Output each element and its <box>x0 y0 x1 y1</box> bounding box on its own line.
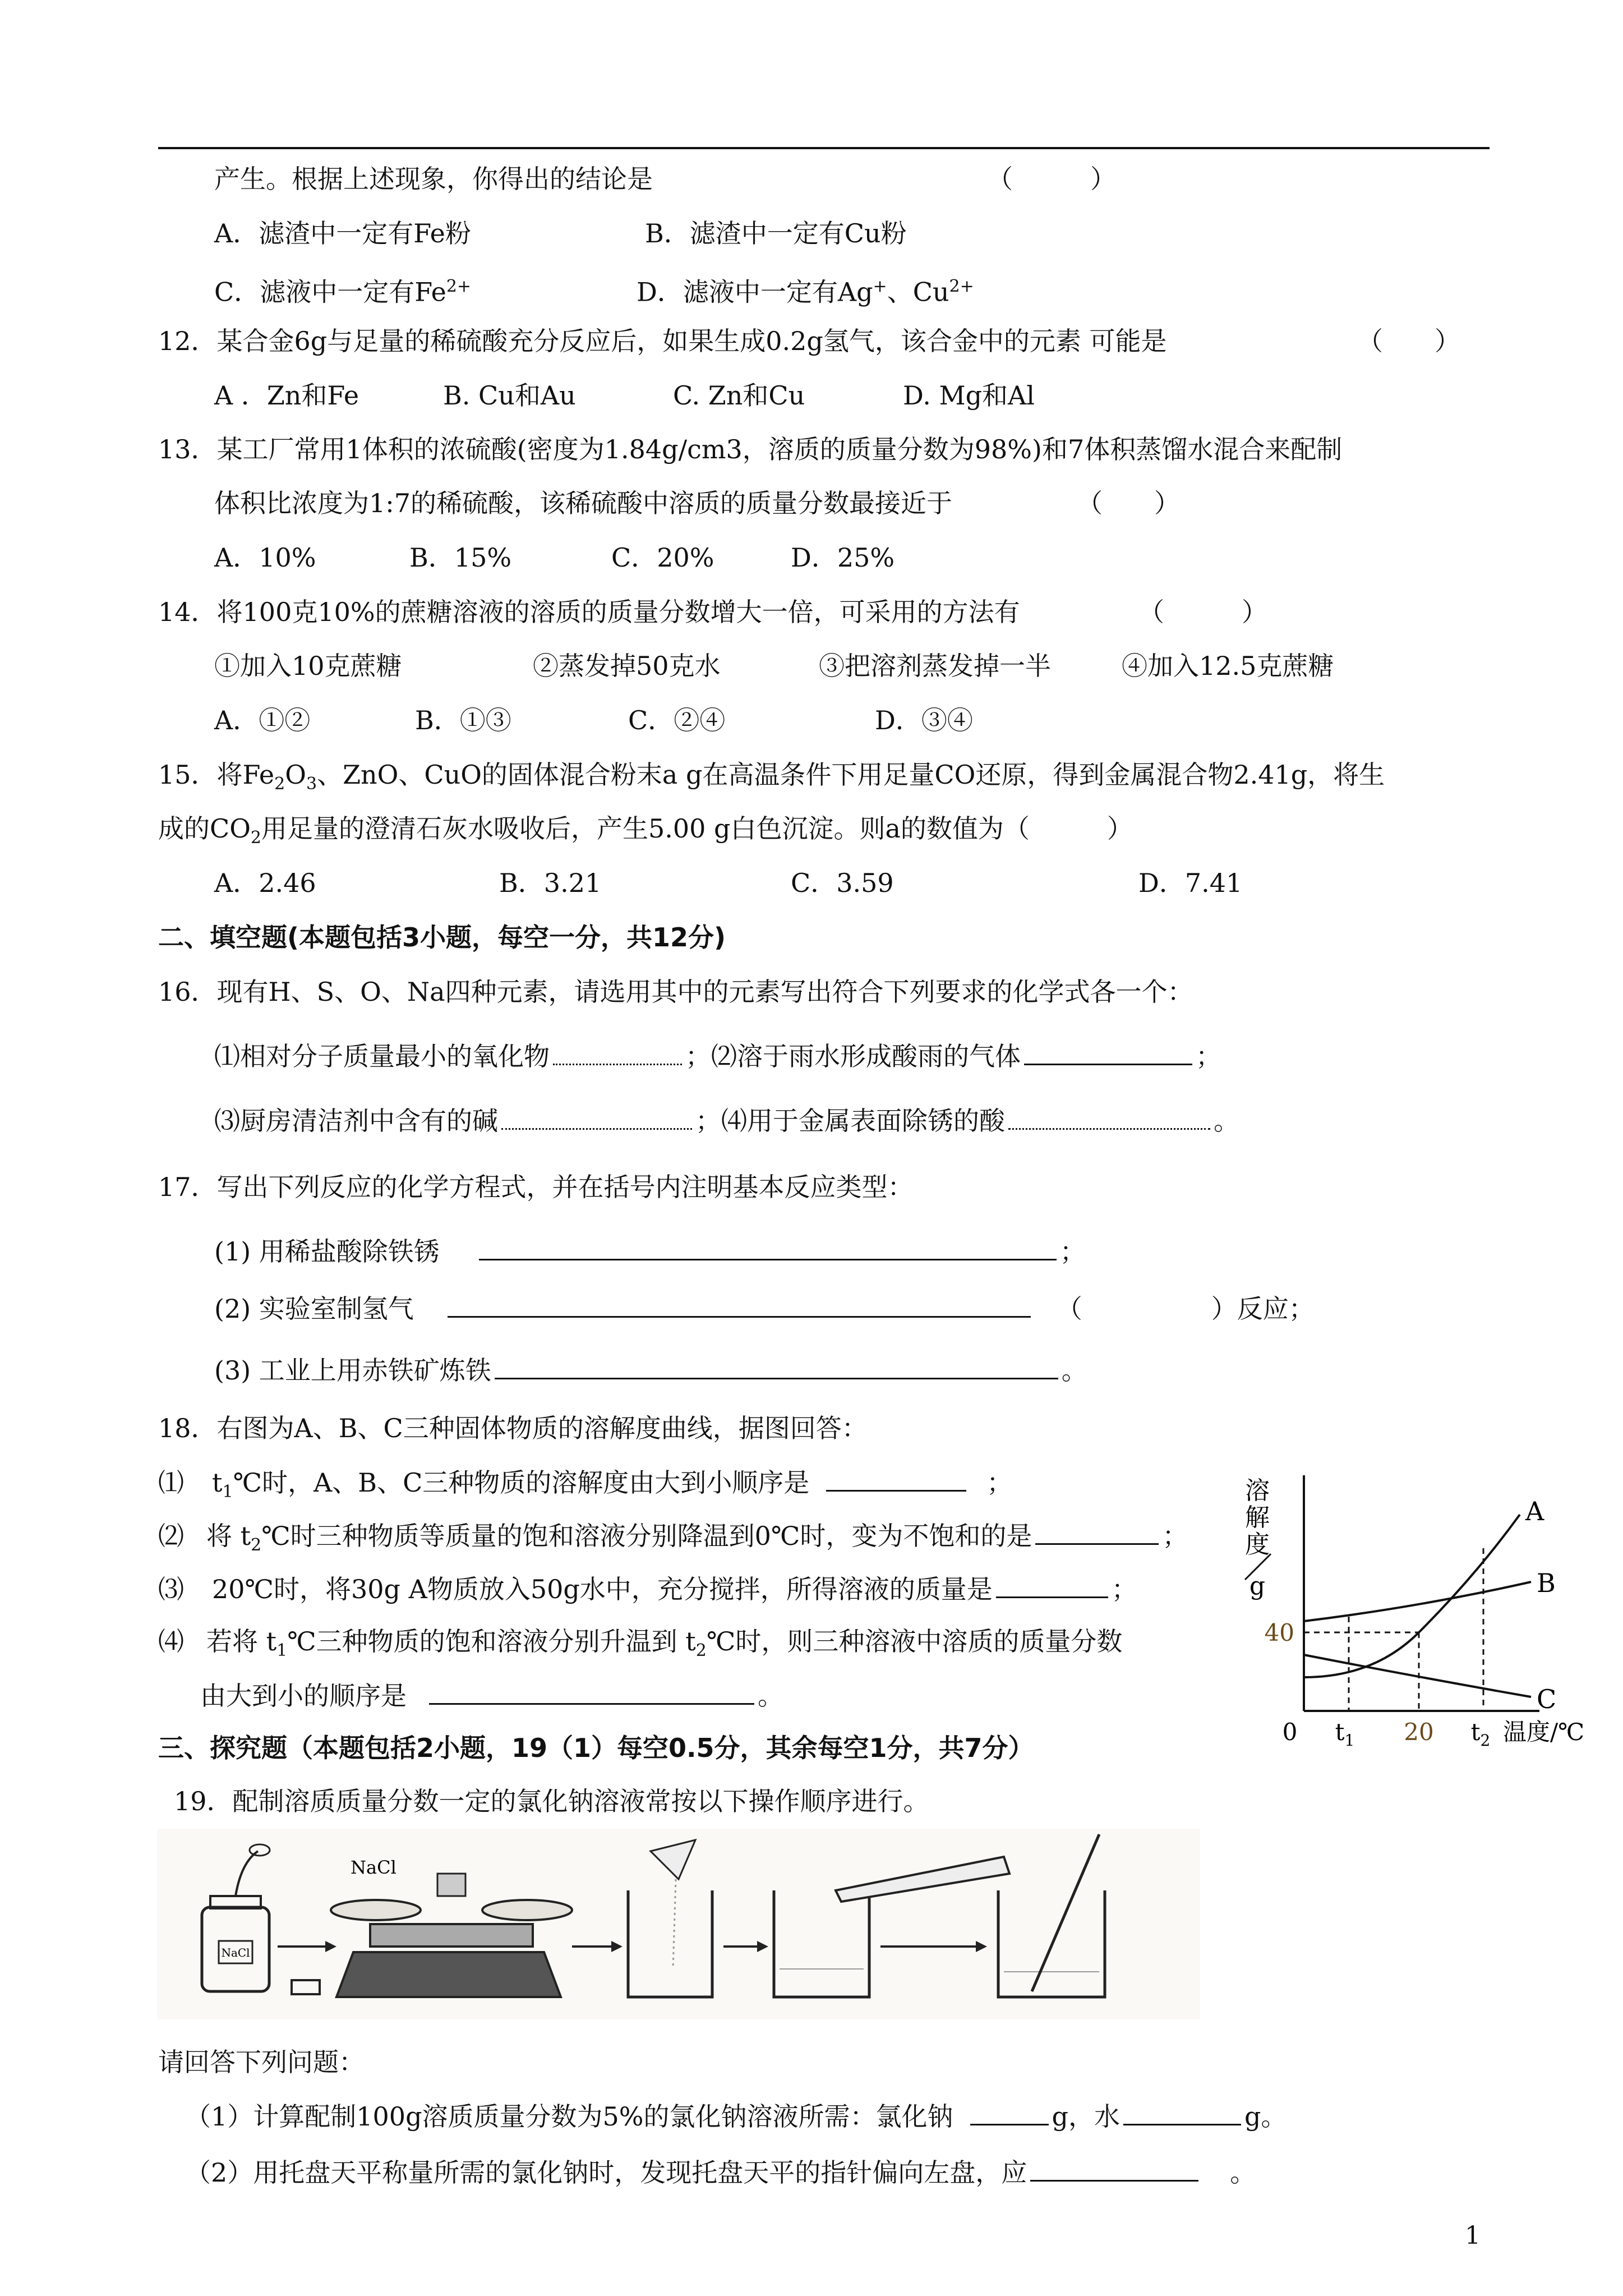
q19-stem: 19．配制溶质质量分数一定的氯化钠溶液常按以下操作顺序进行。 <box>174 1786 929 1816</box>
chart-ylabel-1: 溶 <box>1245 1476 1270 1505</box>
q19-blank-1[interactable] <box>970 2098 1049 2125</box>
q11-option-a: A．滤渣中一定有Fe粉 <box>214 218 471 249</box>
q18-part4: ⑷ 若将 $t_1℃$三种物质的饱和溶液分别升温到 $t_2℃$时，则三种溶液中溶质的质量分数 <box>158 1626 1123 1661</box>
q14-paren: （ ） <box>1138 597 1267 627</box>
q15-option-d: D．7.41 <box>1138 868 1243 898</box>
q18-blank-2[interactable] <box>1035 1517 1159 1545</box>
q17-part3: (3) 工业上用赤铁矿炼铁 。 <box>214 1352 1087 1388</box>
q12-paren: （ ） <box>1357 326 1460 356</box>
q11-option-c: C．滤液中一定有$Fe^{2+}$ <box>214 277 472 307</box>
q14-method-1: ①加入10克蔗糖 <box>214 651 402 681</box>
q18-blank-4[interactable] <box>429 1677 754 1705</box>
q14-stem: 14．将100克10%的蔗糖溶液的溶质的质量分数增大一倍，可采用的方法有 <box>158 597 1020 627</box>
q12-option-b: B. Cu和Au <box>443 380 576 411</box>
q13-option-b: B．15% <box>409 542 512 573</box>
q13-option-a: A．10% <box>214 542 316 573</box>
q14-option-c: C．②④ <box>628 705 726 735</box>
q14-method-4: ④加入12.5克蔗糖 <box>1122 651 1334 681</box>
chart-x-20: 20 <box>1404 1718 1434 1746</box>
q18-part4-cont: 由大到小的顺序是 。 <box>200 1677 783 1713</box>
q14-option-d: D．③④ <box>875 705 973 735</box>
chart-ylabel-4: g <box>1249 1572 1266 1600</box>
page-number: 1 <box>1465 2221 1481 2250</box>
q16-blank-4[interactable] <box>1008 1102 1210 1130</box>
q12-option-c: C. Zn和Cu <box>673 380 805 411</box>
chart-xlabel: 温度/℃ <box>1503 1718 1585 1746</box>
q19-ask: 请回答下列问题： <box>158 2047 365 2077</box>
q13-option-c: C．20% <box>611 542 714 573</box>
q18-part3: ⑶ 20℃时，将30g A物质放入50g水中，充分搅拌，所得溶液的质量是 ； <box>158 1571 1137 1607</box>
q14-option-a: A．①② <box>214 705 311 735</box>
q13-line1: 13．某工厂常用1体积的浓硫酸(密度为1.84g/cm3，溶质的质量分数为98%)和7体积蒸馏水混合来配制 <box>158 434 1343 464</box>
q18-blank-3[interactable] <box>996 1571 1108 1598</box>
q17-part2: (2) 实验室制氢气 （ ）反应； <box>214 1290 1315 1326</box>
q18-part1: ⑴ $t_1℃$时，A、B、C三种物质的溶解度由大到小顺序是 ； <box>158 1464 1012 1510</box>
q16-blanks-row2: ⑶厨房清洁剂中含有的碱 ；⑷用于金属表面除锈的酸 。 <box>214 1102 1239 1138</box>
curve-c-label: C <box>1537 1684 1557 1714</box>
curve-b-label: B <box>1537 1568 1556 1598</box>
curve-a <box>1304 1515 1520 1677</box>
q19-part2: （2）用托盘天平称量所需的氯化钠时，发现托盘天平的指针偏向左盘，应 。 <box>185 2154 1256 2190</box>
q15-option-a: A．2.46 <box>214 868 316 898</box>
q13-option-d: D．25% <box>791 542 895 573</box>
q15-line1: 15．将$Fe_2O_3$、ZnO、CuO的固体混合粉末a g在高温条件下用足量CO还原，得到金属混合物2.41g，将生 <box>158 760 1385 794</box>
q16-stem: 16．现有H、S、O、Na四种元素，请选用其中的元素写出符合下列要求的化学式各一个： <box>158 977 1193 1007</box>
q12-option-d: D. Mg和Al <box>903 380 1035 411</box>
q11-tail: 产生。根据上述现象，你得出的结论是 <box>214 164 653 194</box>
header-rule <box>158 147 1490 149</box>
q11-option-b: B．滤渣中一定有Cu粉 <box>645 218 907 249</box>
procedure-illustration <box>157 1829 1200 2019</box>
q14-method-2: ②蒸发掉50克水 <box>533 651 721 681</box>
chart-y-40: 40 <box>1264 1619 1294 1646</box>
curve-c <box>1304 1655 1531 1697</box>
q14-method-3: ③把溶剂蒸发掉一半 <box>819 651 1051 681</box>
chart-x-t2: $t_2$ <box>1470 1718 1491 1750</box>
curve-a-label: A <box>1525 1496 1544 1526</box>
q12-stem: 12．某合金6g与足量的稀硫酸充分反应后，如果生成0.2g氢气，该合金中的元素 可能是 <box>158 326 1167 356</box>
q12-option-a: A ．Zn和Fe <box>214 380 359 411</box>
q17-blank-2[interactable] <box>448 1290 1031 1318</box>
q19-blank-2[interactable] <box>1123 2098 1241 2125</box>
q19-blank-3[interactable] <box>1030 2154 1198 2182</box>
q17-stem: 17．写出下列反应的化学方程式，并在括号内注明基本反应类型： <box>158 1172 914 1202</box>
q11-paren: （ ） <box>987 164 1116 194</box>
balance-label: NaCl <box>351 1857 396 1878</box>
q14-option-b: B．①③ <box>415 705 511 735</box>
q15-option-c: C．3.59 <box>791 868 894 898</box>
q18-part2: ⑵ 将 $t_2℃$时三种物质等质量的饱和溶液分别降温到0℃时，变为不饱和的是 ； <box>158 1517 1188 1563</box>
q15-line2: 成的$CO_2$用足量的澄清石灰水吸收后，产生5.00 g白色沉淀。则a的数值为（ ） <box>158 813 1133 848</box>
q13-paren: （ ） <box>1077 488 1180 518</box>
q13-line2: 体积比浓度为1:7的稀硫酸，该稀硫酸中溶质的质量分数最接近于 <box>214 488 953 518</box>
q18-stem: 18．右图为A、B、C三种固体物质的溶解度曲线，据图回答： <box>158 1413 868 1443</box>
chart-ylabel-3: 度 <box>1245 1530 1270 1559</box>
chart-x-t1: $t_1$ <box>1335 1718 1355 1750</box>
q15-option-b: B．3.21 <box>499 868 602 898</box>
q11-option-d: D．滤液中一定有Ag+、$Cu^{2+}$ <box>637 277 974 307</box>
q16-blank-3[interactable] <box>501 1102 692 1130</box>
section-3-heading: 三、探究题（本题包括2小题，19（1）每空0.5分，其余每空1分，共7分） <box>158 1733 1034 1763</box>
solubility-chart <box>1234 1470 1593 1750</box>
q16-blank-1[interactable] <box>553 1038 682 1065</box>
q18-blank-1[interactable] <box>826 1464 966 1492</box>
jar-label: NaCl <box>221 1946 250 1959</box>
q17-part1: (1) 用稀盐酸除铁锈 ； <box>214 1233 1086 1269</box>
q17-blank-3[interactable] <box>495 1352 1058 1379</box>
curve-b <box>1304 1582 1531 1621</box>
chart-x-0: 0 <box>1282 1718 1298 1746</box>
q16-blank-2[interactable] <box>1024 1038 1192 1065</box>
chart-ylabel-2: 解 <box>1245 1503 1270 1532</box>
q16-blanks-row1: ⑴相对分子质量最小的氧化物 ；⑵溶于雨水形成酸雨的气体 ； <box>214 1038 1221 1074</box>
section-2-heading: 二、填空题(本题包括3小题，每空一分，共12分) <box>158 922 726 953</box>
q17-blank-1[interactable] <box>479 1233 1057 1260</box>
q19-part1: （1）计算配制100g溶质质量分数为5%的氯化钠溶液所需：氯化钠 g，水 g。 <box>185 2098 1287 2134</box>
